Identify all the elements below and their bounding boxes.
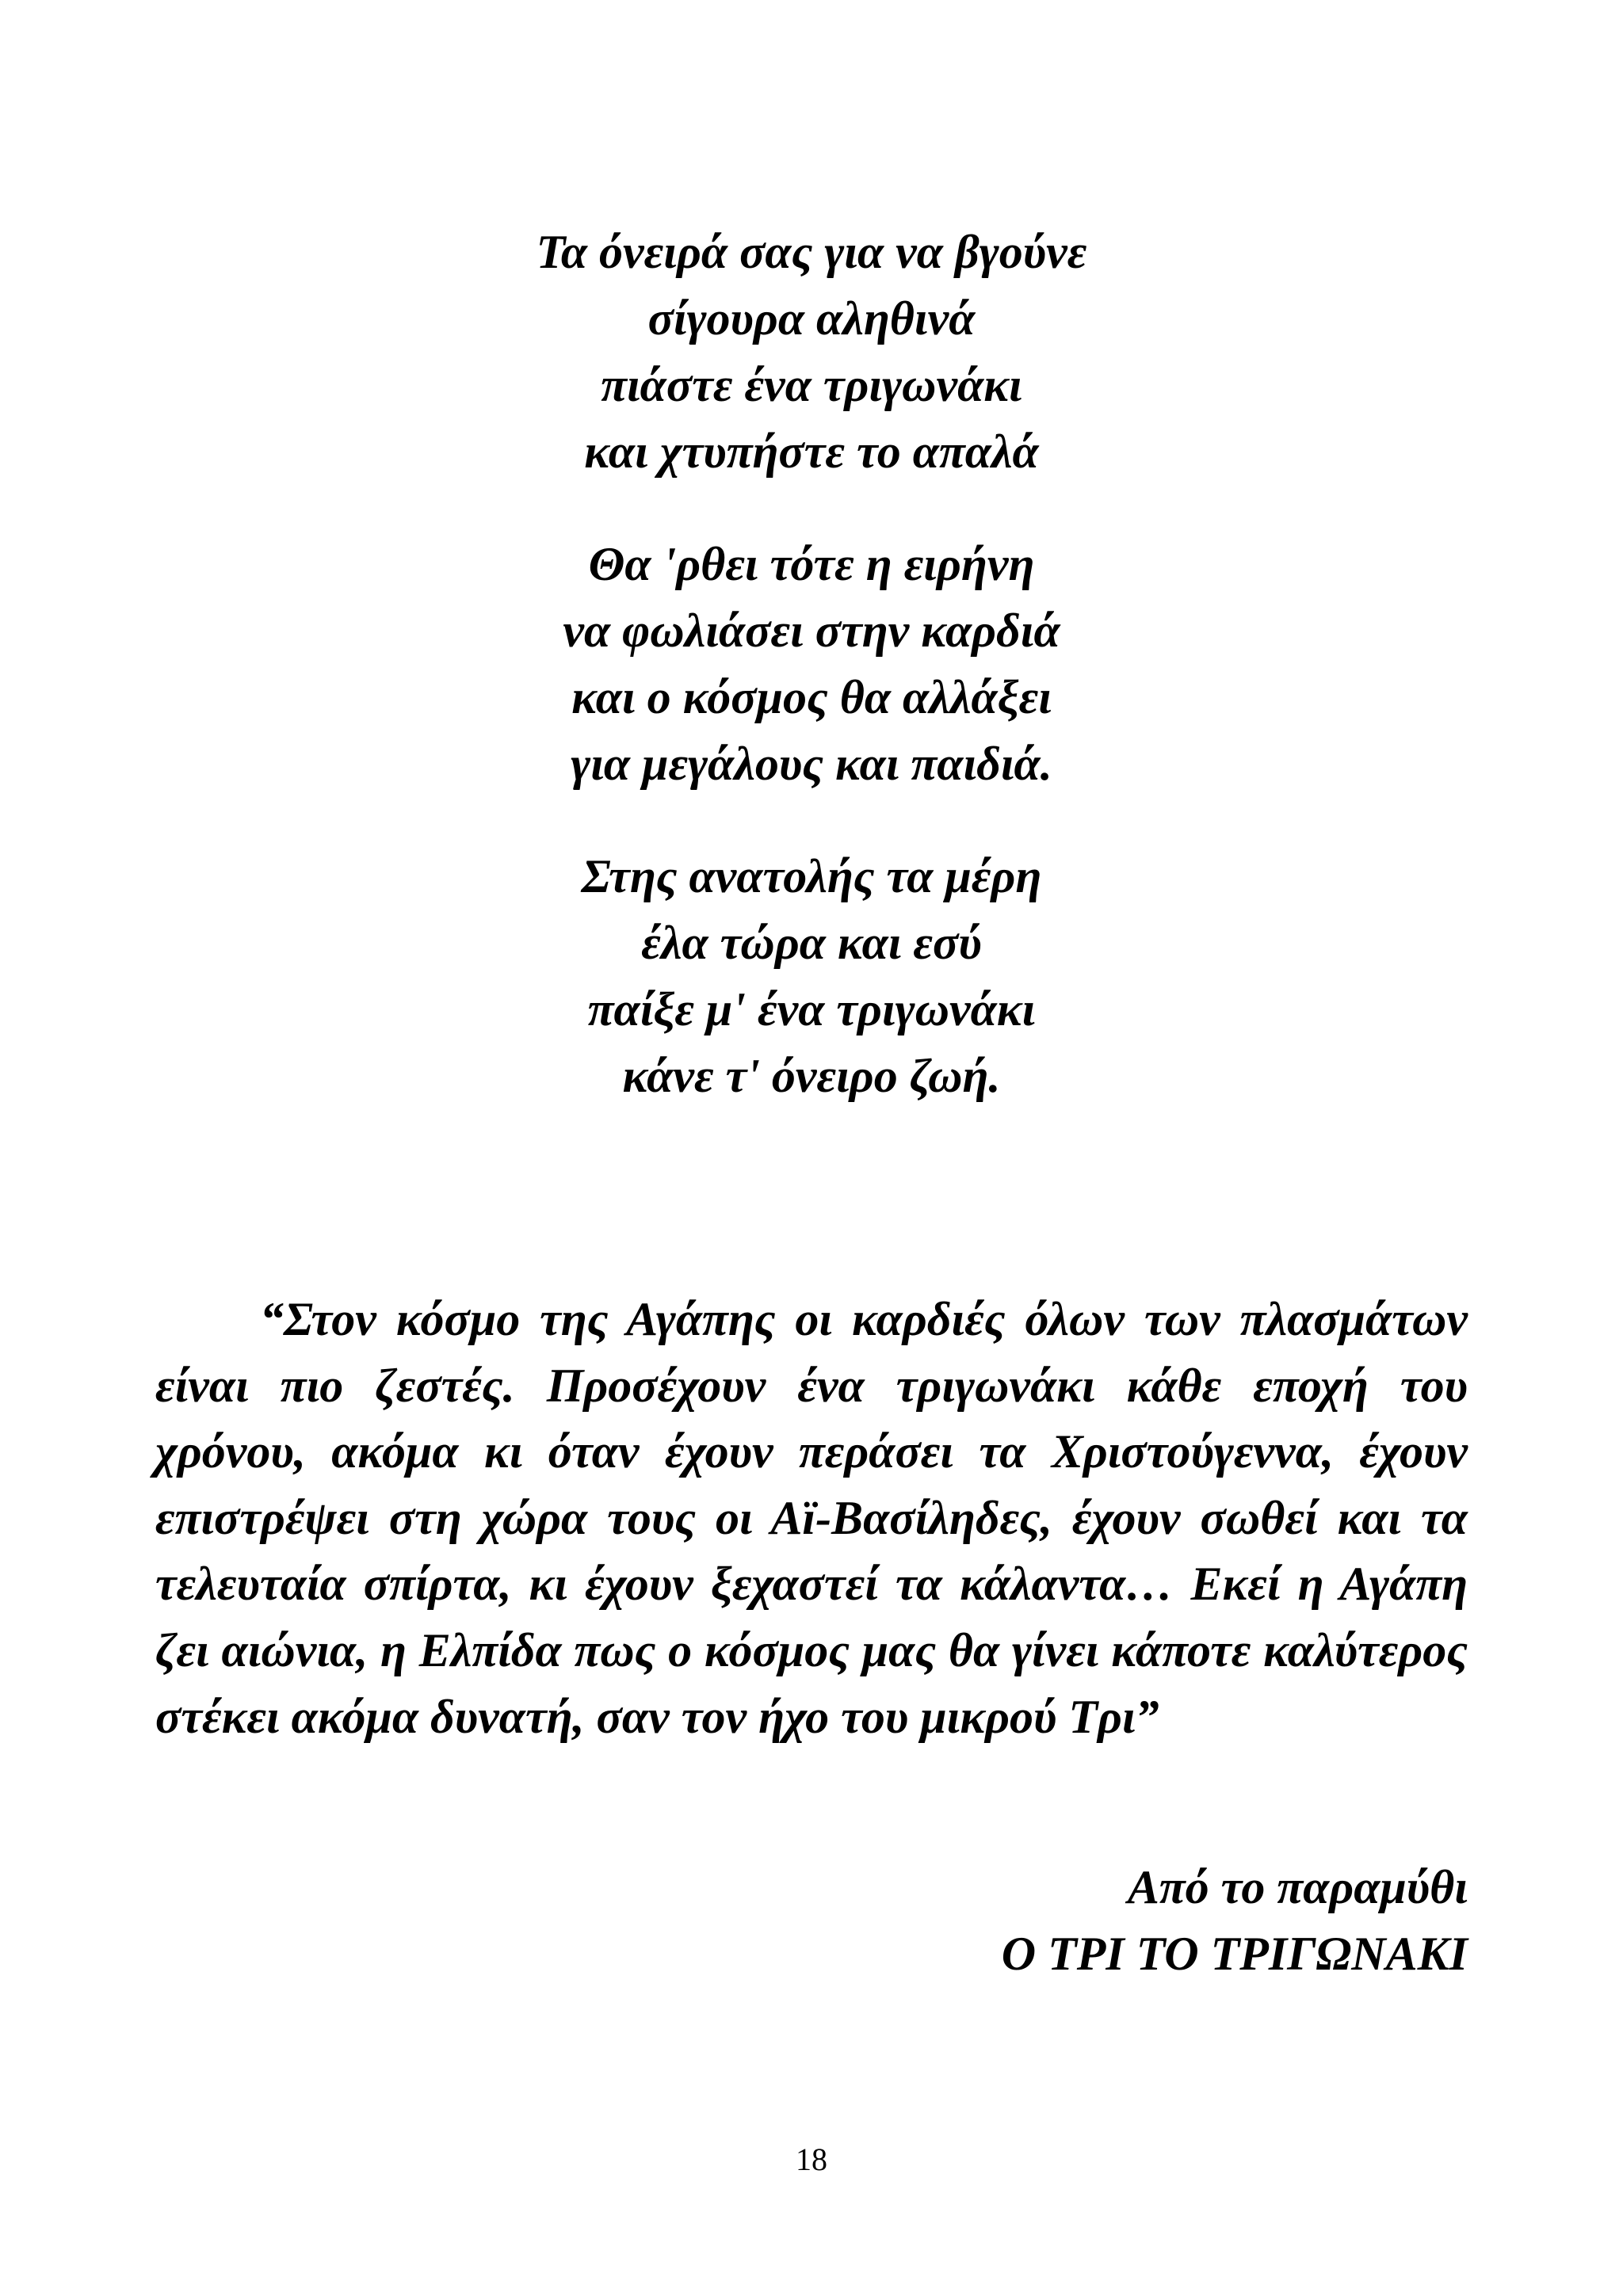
- poem-line: κάνε τ' όνειρο ζωή.: [622, 1050, 1001, 1102]
- page-number: 18: [796, 2142, 827, 2177]
- attribution-book-title: Ο ΤΡΙ ΤΟ ΤΡΙΓΩΝΑΚΙ: [1001, 1928, 1468, 1980]
- poem-stanza-2: [0, 531, 1623, 797]
- poem-line: παίξε μ' ένα τριγωνάκι: [587, 983, 1036, 1035]
- poem-line: Στης ανατολής τα μέρη: [581, 850, 1042, 902]
- quote-paragraph: “Στον κόσμο της Αγάπης οι καρδιές όλων των πλασμάτων είναι πιο ζεστές. Προσέχουν ένα τριγωνάκι κάθε εποχή του χρόνου, ακόμα κι όταν έχουν περάσει τα Χριστούγεννα, έχουν επιστρέψει στη χώρα τους οι Αϊ-Βασίληδες, έχουν σωθεί και τα τελευταία σπίρτα, κι έχουν ξεχαστεί τα κάλαντα… Εκεί η Αγάπη ζει αιώνια, η Ελπίδα πως ο κόσμος μας θα γίνει κάποτε καλύτερος στέκει ακόμα δυνατή, σαν τον ήχο του μικρού Τρι”: [155, 1293, 1468, 1743]
- poem-line: Θα 'ρθει τότε η ειρήνη: [588, 538, 1035, 590]
- poem-line: σίγουρα αληθινά: [647, 292, 976, 345]
- poem-stanza-3: [0, 843, 1623, 1109]
- attribution: [1002, 1854, 1468, 1987]
- attribution-source-label: Από το παραμύθι: [1127, 1861, 1468, 1913]
- poem-line: να φωλιάσει στην καρδιά: [563, 605, 1060, 657]
- poem-stanza-1: [0, 219, 1623, 485]
- poem-line: και χτυπήστε το απαλά: [584, 425, 1039, 478]
- poem-line: για μεγάλους και παιδιά.: [571, 738, 1052, 790]
- poem-line: πιάστε ένα τριγωνάκι: [601, 359, 1022, 411]
- poem-line: και ο κόσμος θα αλλάξει: [571, 671, 1052, 723]
- poem-line: Τα όνειρά σας για να βγούνε: [536, 226, 1087, 278]
- poem-line: έλα τώρα και εσύ: [641, 917, 982, 969]
